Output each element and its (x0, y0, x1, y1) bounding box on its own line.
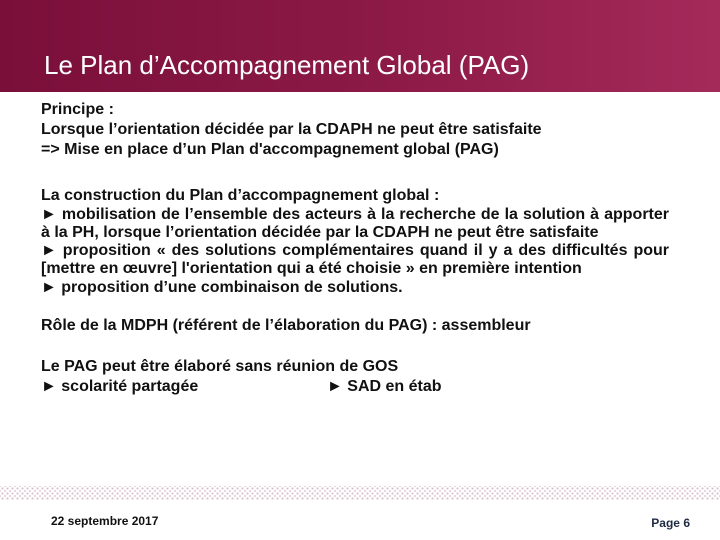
gos-options (41, 377, 669, 397)
gos-option-shared-schooling: ► scolarité partagée (41, 378, 199, 395)
gos-line: Le PAG peut être élaboré sans réunion de GOS (41, 358, 399, 375)
slide-body (41, 100, 669, 397)
principle-heading: Principe : (41, 101, 114, 118)
spacer (41, 298, 669, 316)
dotted-separator (0, 486, 720, 500)
construction-bullet-1: ► mobilisation de l’ensemble des acteurs à la recherche de la solution à apporter à la PH, lorsque l’orientation décidée par la CDAPH ne peut être satisfaite (41, 206, 669, 241)
title-banner (0, 0, 720, 92)
role-line: Rôle de la MDPH (référent de l’élaboration du PAG) : assembleur (41, 317, 531, 334)
spacer (41, 336, 669, 357)
slide-title: Le Plan d’Accompagnement Global (PAG) (44, 50, 530, 80)
gos-option-sad: ► SAD en étab (327, 378, 442, 395)
spacer (41, 160, 669, 186)
construction-bullet-3: ► proposition d’une combinaison de solutions. (41, 279, 403, 296)
principle-line-1: Lorsque l’orientation décidée par la CDAPH ne peut être satisfaite (41, 121, 542, 138)
principle-line-2: => Mise en place d’un Plan d'accompagnement global (PAG) (41, 141, 499, 158)
construction-heading: La construction du Plan d’accompagnement global : (41, 187, 440, 204)
page-number: Page 6 (651, 516, 690, 530)
construction-bullet-2: ► proposition « des solutions complémentaires quand il y a des difficultés pour [mettre en œuvre] l'orientation qui a été choisie » en première intention (41, 242, 669, 277)
footer-date: 22 septembre 2017 (51, 514, 159, 528)
